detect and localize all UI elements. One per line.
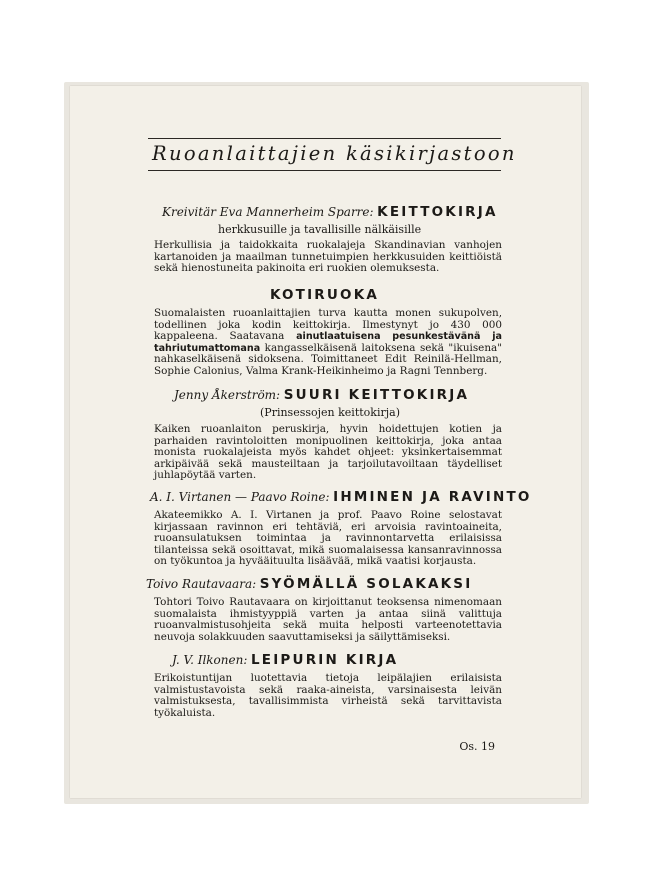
book-3-title: SUURI KEITTOKIRJA: [283, 387, 470, 403]
book-3-subtitle: (Prinsessojen keittokirja): [260, 406, 400, 419]
book-5-heading: [146, 578, 472, 591]
book-2-description-highlight: ainutlaatuisena pesunkestävänä ja tahriutumattomana: [154, 331, 502, 354]
book-6-heading: [172, 654, 398, 667]
book-2-description-text-end: kangasselkäisenä laitoksena sekä "ikuisena" nahkaselkäisenä sidoksena. Toimittaneet Edit Reinilä-Hellman, Sophie Calonius, Valma Krank-Heikinheimo ja Ragni Tennberg.: [154, 341, 502, 377]
book-1-subtitle: herkkusuille ja tavallisille nälkäisille: [218, 223, 422, 236]
book-1-title: KEITTOKIRJA: [377, 204, 498, 220]
book-3-description: Kaiken ruoanlaiton peruskirja, hyvin hoidettujen kotien ja parhaiden ravintoloitten monipuolinen keittokirja, joka antaa monista ruokalajeista myös kahdet ohjeet: yksinkertaisemmat arkipäivää sekä mausteiltaan ja tarjoilutavoiltaan täydelliset juhlapöytää varten.: [154, 423, 502, 482]
book-5-description: Tohtori Toivo Rautavaara on kirjoittanut teoksensa nimenomaan suomalaista ihmistyyppiä varten ja antaa siinä valittuja ruoanvalmistusohjeita sekä muita helposti varteenotettavia neuvoja solakkuuden saavuttamiseksi ja säilyttämiseksi.: [154, 596, 502, 643]
book-back-cover: [70, 86, 581, 798]
book-6-author: J. V. Ilkonen:: [172, 653, 248, 667]
book-3-heading: [174, 389, 469, 402]
book-6-description: Erikoistuntijan luotettavia tietoja leipälajien erilaisista valmistustavoista sekä raaka-aineista, varsinaisesta leivän valmistuksesta, tavallisimmista virheistä sekä tarvittavista työkaluista.: [154, 672, 502, 719]
book-6-title: LEIPURIN KIRJA: [250, 652, 399, 668]
header-rule-bottom: [148, 170, 501, 171]
book-1-heading: [162, 206, 498, 219]
page-header: Ruoanlaittajien käsikirjastoon: [152, 142, 517, 165]
book-2-heading: [148, 289, 501, 302]
page-footer-code: Os. 19: [459, 740, 495, 753]
book-1-author: Kreivitär Eva Mannerheim Sparre:: [162, 205, 374, 219]
book-1-description: Herkullisia ja taidokkaita ruokalajeja Skandinavian vanhojen kartanoiden ja maailman tunnetuimpien herkkusuiden keittiöistä sekä hienostuneita pakinoita eri ruokien olemuksesta.: [154, 239, 502, 275]
book-3-author: Jenny Åkerström:: [174, 388, 281, 402]
book-2-title: KOTIRUOKA: [269, 287, 380, 303]
book-5-author: Toivo Rautavaara:: [146, 577, 257, 591]
book-4-author: A. I. Virtanen — Paavo Roine:: [150, 490, 330, 504]
book-5-title: SYÖMÄLLÄ SOLAKAKSI: [259, 576, 473, 592]
book-2-description-text: Suomalaisten ruoanlaittajien turva kautta monen sukupolven, todellinen joka kodin keittokirja. Ilmestynyt jo 430 000 kappaleena. Saatavana: [154, 307, 502, 343]
book-4-title: IHMINEN JA RAVINTO: [333, 489, 532, 505]
book-2-description: [154, 308, 502, 378]
header-rule-top: [148, 138, 501, 139]
book-4-description: Akateemikko A. I. Virtanen ja prof. Paavo Roine selostavat kirjassaan ravinnon eri tehtäviä, eri arvoisia ravintoaineita, ruoansulatuksen toimintaa ja ravinnontarvetta erilaisissa tilanteissa sekä osoittavat, mikä suomalaisessa kansanravinnossa on työkuntoa ja hyvääituulta lisäävää, mikä vaatisi korjausta.: [154, 509, 502, 568]
book-4-heading: [150, 491, 532, 504]
